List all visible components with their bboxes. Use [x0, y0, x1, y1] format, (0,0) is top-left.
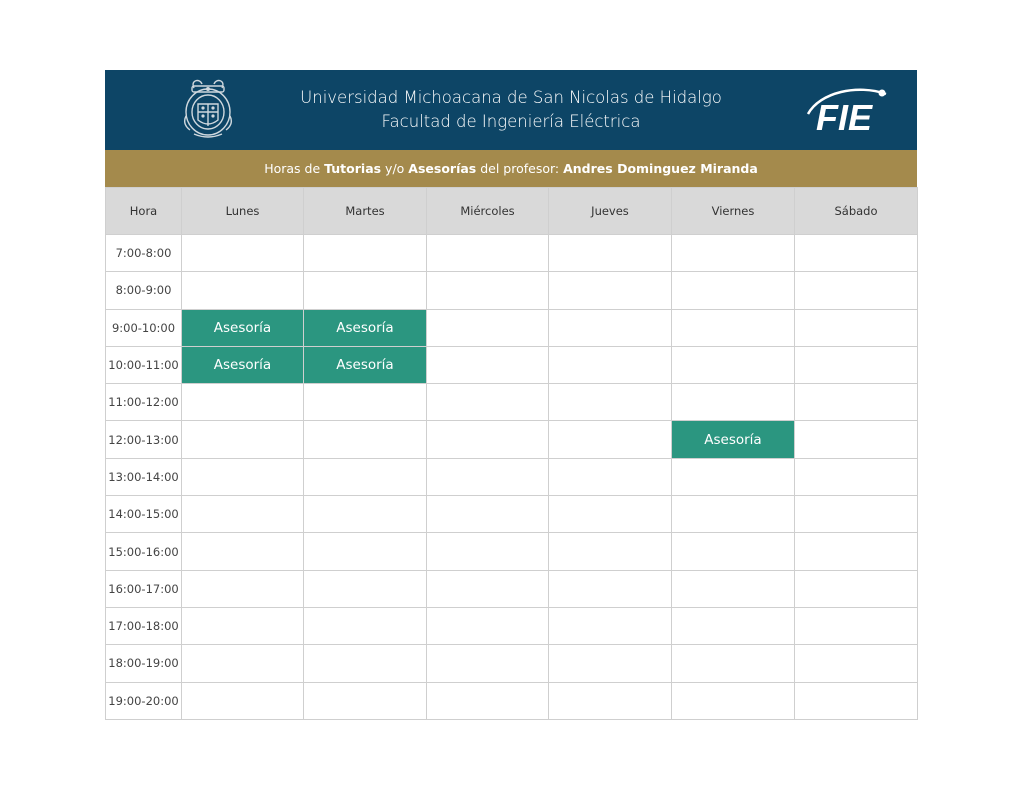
empty-slot [672, 533, 795, 570]
table-row [106, 384, 918, 421]
empty-slot [795, 384, 918, 421]
empty-slot [795, 533, 918, 570]
empty-slot [182, 272, 304, 309]
column-header-martes: Martes [304, 188, 427, 235]
table-row [106, 607, 918, 644]
subheader-tutorias: Tutorias [324, 161, 382, 176]
empty-slot [795, 346, 918, 383]
empty-slot [795, 570, 918, 607]
empty-slot [427, 496, 549, 533]
empty-slot [427, 645, 549, 682]
empty-slot [427, 607, 549, 644]
empty-slot [182, 533, 304, 570]
column-header-hora: Hora [106, 188, 182, 235]
subheader-connector: y/o [381, 161, 409, 176]
empty-slot [304, 496, 427, 533]
schedule-body [106, 235, 918, 720]
empty-slot [795, 421, 918, 458]
column-header-lunes: Lunes [182, 188, 304, 235]
empty-slot [427, 309, 549, 346]
table-row [106, 570, 918, 607]
empty-slot [304, 533, 427, 570]
empty-slot [549, 570, 672, 607]
table-row [106, 458, 918, 495]
empty-slot [672, 346, 795, 383]
empty-slot [795, 458, 918, 495]
table-row [106, 272, 918, 309]
empty-slot [549, 235, 672, 272]
hour-cell: 17:00-18:00 [106, 607, 182, 644]
empty-slot [182, 421, 304, 458]
hour-cell: 8:00-9:00 [106, 272, 182, 309]
empty-slot [672, 309, 795, 346]
empty-slot [182, 384, 304, 421]
empty-slot [549, 682, 672, 719]
hour-cell: 19:00-20:00 [106, 682, 182, 719]
professor-subheader [105, 150, 917, 187]
empty-slot [182, 570, 304, 607]
empty-slot [672, 570, 795, 607]
empty-slot [549, 421, 672, 458]
empty-slot [304, 645, 427, 682]
empty-slot [549, 458, 672, 495]
header-banner [105, 70, 917, 150]
appointment-slot: Asesoría [182, 346, 304, 383]
hour-cell: 13:00-14:00 [106, 458, 182, 495]
empty-slot [549, 533, 672, 570]
empty-slot [427, 682, 549, 719]
empty-slot [672, 607, 795, 644]
empty-slot [795, 272, 918, 309]
hour-cell: 10:00-11:00 [106, 346, 182, 383]
column-header-sabado: Sábado [795, 188, 918, 235]
empty-slot [672, 645, 795, 682]
university-name: Universidad Michoacana de San Nicolas de Hidalgo [300, 88, 722, 107]
hour-cell: 9:00-10:00 [106, 309, 182, 346]
empty-slot [549, 607, 672, 644]
appointment-slot: Asesoría [672, 421, 795, 458]
empty-slot [672, 458, 795, 495]
empty-slot [549, 496, 672, 533]
table-row [106, 309, 918, 346]
empty-slot [304, 272, 427, 309]
empty-slot [795, 496, 918, 533]
empty-slot [304, 421, 427, 458]
schedule-sheet [105, 70, 917, 720]
empty-slot [672, 384, 795, 421]
empty-slot [427, 458, 549, 495]
schedule-header-row [106, 188, 918, 235]
empty-slot [795, 607, 918, 644]
hour-cell: 16:00-17:00 [106, 570, 182, 607]
hour-cell: 15:00-16:00 [106, 533, 182, 570]
empty-slot [427, 570, 549, 607]
subheader-suffix: del profesor: [476, 161, 564, 176]
faculty-name: Facultad de Ingeniería Eléctrica [381, 112, 641, 131]
empty-slot [304, 384, 427, 421]
empty-slot [795, 309, 918, 346]
column-header-jueves: Jueves [549, 188, 672, 235]
empty-slot [672, 272, 795, 309]
table-row [106, 496, 918, 533]
hour-cell: 14:00-15:00 [106, 496, 182, 533]
hour-cell: 12:00-13:00 [106, 421, 182, 458]
column-header-viernes: Viernes [672, 188, 795, 235]
fie-logo-text: FIE [816, 97, 873, 136]
subheader-asesorias: Asesorías [408, 161, 477, 176]
empty-slot [304, 607, 427, 644]
empty-slot [304, 570, 427, 607]
empty-slot [182, 496, 304, 533]
empty-slot [672, 235, 795, 272]
empty-slot [427, 346, 549, 383]
empty-slot [795, 235, 918, 272]
appointment-slot: Asesoría [304, 346, 427, 383]
empty-slot [427, 235, 549, 272]
empty-slot [182, 682, 304, 719]
hour-cell: 11:00-12:00 [106, 384, 182, 421]
empty-slot [549, 346, 672, 383]
table-row [106, 682, 918, 719]
empty-slot [304, 458, 427, 495]
professor-name: Andres Dominguez Miranda [563, 161, 758, 176]
empty-slot [672, 496, 795, 533]
appointment-slot: Asesoría [182, 309, 304, 346]
column-header-miercoles: Miércoles [427, 188, 549, 235]
empty-slot [427, 272, 549, 309]
empty-slot [427, 533, 549, 570]
table-row [106, 533, 918, 570]
table-row [106, 346, 918, 383]
empty-slot [427, 384, 549, 421]
empty-slot [795, 682, 918, 719]
fie-logo [802, 80, 890, 136]
empty-slot [549, 645, 672, 682]
hour-cell: 18:00-19:00 [106, 645, 182, 682]
empty-slot [672, 682, 795, 719]
empty-slot [182, 607, 304, 644]
empty-slot [549, 272, 672, 309]
table-row [106, 645, 918, 682]
empty-slot [427, 421, 549, 458]
subheader-prefix: Horas de [264, 161, 325, 176]
empty-slot [795, 645, 918, 682]
table-row [106, 235, 918, 272]
empty-slot [182, 645, 304, 682]
empty-slot [549, 384, 672, 421]
empty-slot [182, 235, 304, 272]
empty-slot [304, 682, 427, 719]
empty-slot [304, 235, 427, 272]
empty-slot [182, 458, 304, 495]
hour-cell: 7:00-8:00 [106, 235, 182, 272]
schedule-table [105, 187, 918, 720]
appointment-slot: Asesoría [304, 309, 427, 346]
table-row [106, 421, 918, 458]
empty-slot [549, 309, 672, 346]
